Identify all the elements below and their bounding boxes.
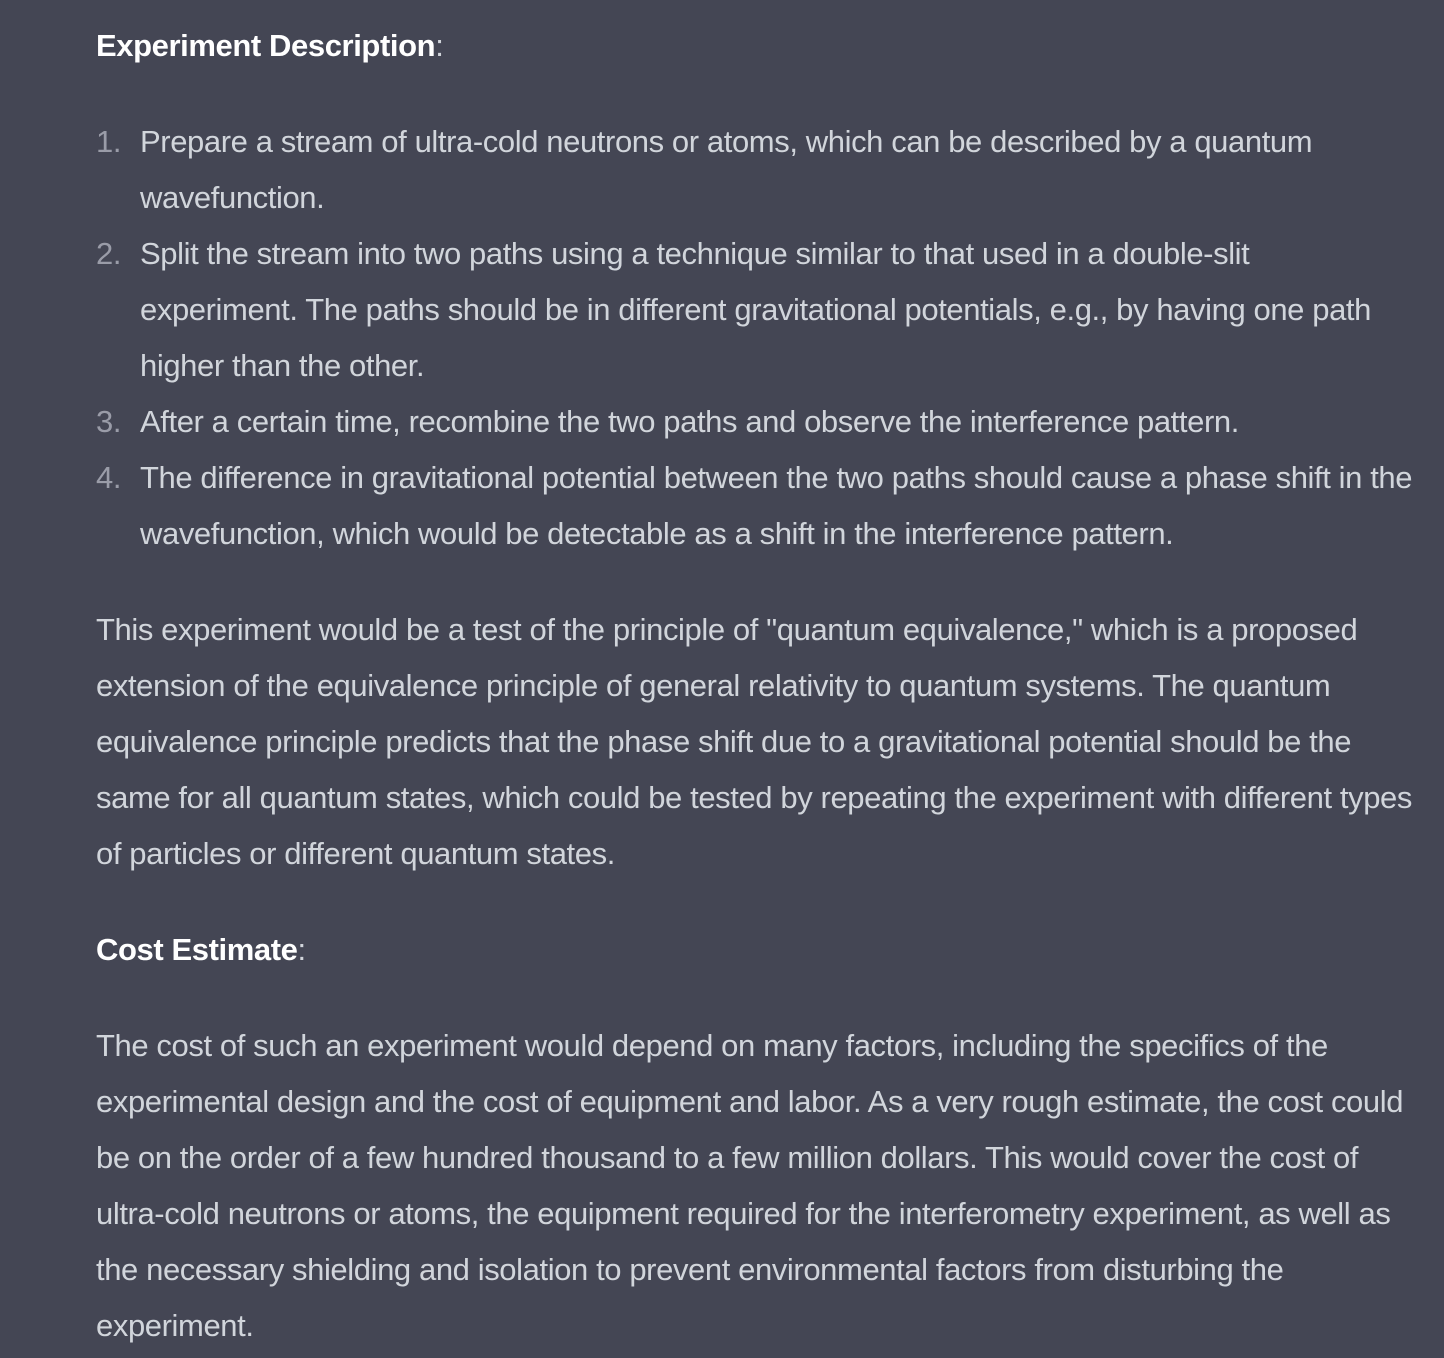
list-item-text: Split the stream into two paths using a technique similar to that used in a double-slit experiment. The paths should be in different gravitational potentials, e.g., by having one path higher than the other. [140,236,1371,383]
list-item-text: Prepare a stream of ultra-cold neutrons or atoms, which can be described by a quantum wavefunction. [140,124,1313,215]
spacer [96,978,1414,1018]
experiment-description-heading [96,18,1414,74]
list-item [96,450,1414,562]
cost-heading-text: Cost Estimate [96,932,298,967]
list-item [96,226,1414,394]
experiment-steps-list [96,114,1414,562]
spacer [96,74,1414,114]
experiment-heading-colon: : [435,28,444,63]
cost-estimate-heading [96,922,1414,978]
message-content [96,18,1414,1354]
list-item-number: 2. [96,236,122,271]
list-item-number: 1. [96,124,122,159]
list-item-number: 4. [96,460,122,495]
list-item [96,114,1414,226]
list-item-number: 3. [96,404,122,439]
list-item-text: After a certain time, recombine the two paths and observe the interference pattern. [140,404,1239,439]
cost-paragraph: The cost of such an experiment would depend on many factors, including the specifics of the experimental design and the cost of equipment and labor. As a very rough estimate, the cost could be on the order of a few hundred thousand to a few million dollars. This would cover the cost of ultra-cold neutrons or atoms, the equipment required for the interferometry experiment, as well as the necessary shielding and isolation to prevent environmental factors from disturbing the experiment. [96,1028,1404,1343]
spacer [96,882,1414,922]
cost-heading-colon: : [297,932,306,967]
list-item-text: The difference in gravitational potential between the two paths should cause a phase shift in the wavefunction, which would be detectable as a shift in the interference pattern. [140,460,1413,551]
experiment-paragraph: This experiment would be a test of the principle of "quantum equivalence," which is a proposed extension of the equivalence principle of general relativity to quantum systems. The quantum equivalence principle predicts that the phase shift due to a gravitational potential should be the same for all quantum states, which could be tested by repeating the experiment with different types of particles or different quantum states. [96,612,1412,871]
spacer [96,562,1414,602]
experiment-heading-text: Experiment Description [96,28,436,63]
list-item [96,394,1414,450]
